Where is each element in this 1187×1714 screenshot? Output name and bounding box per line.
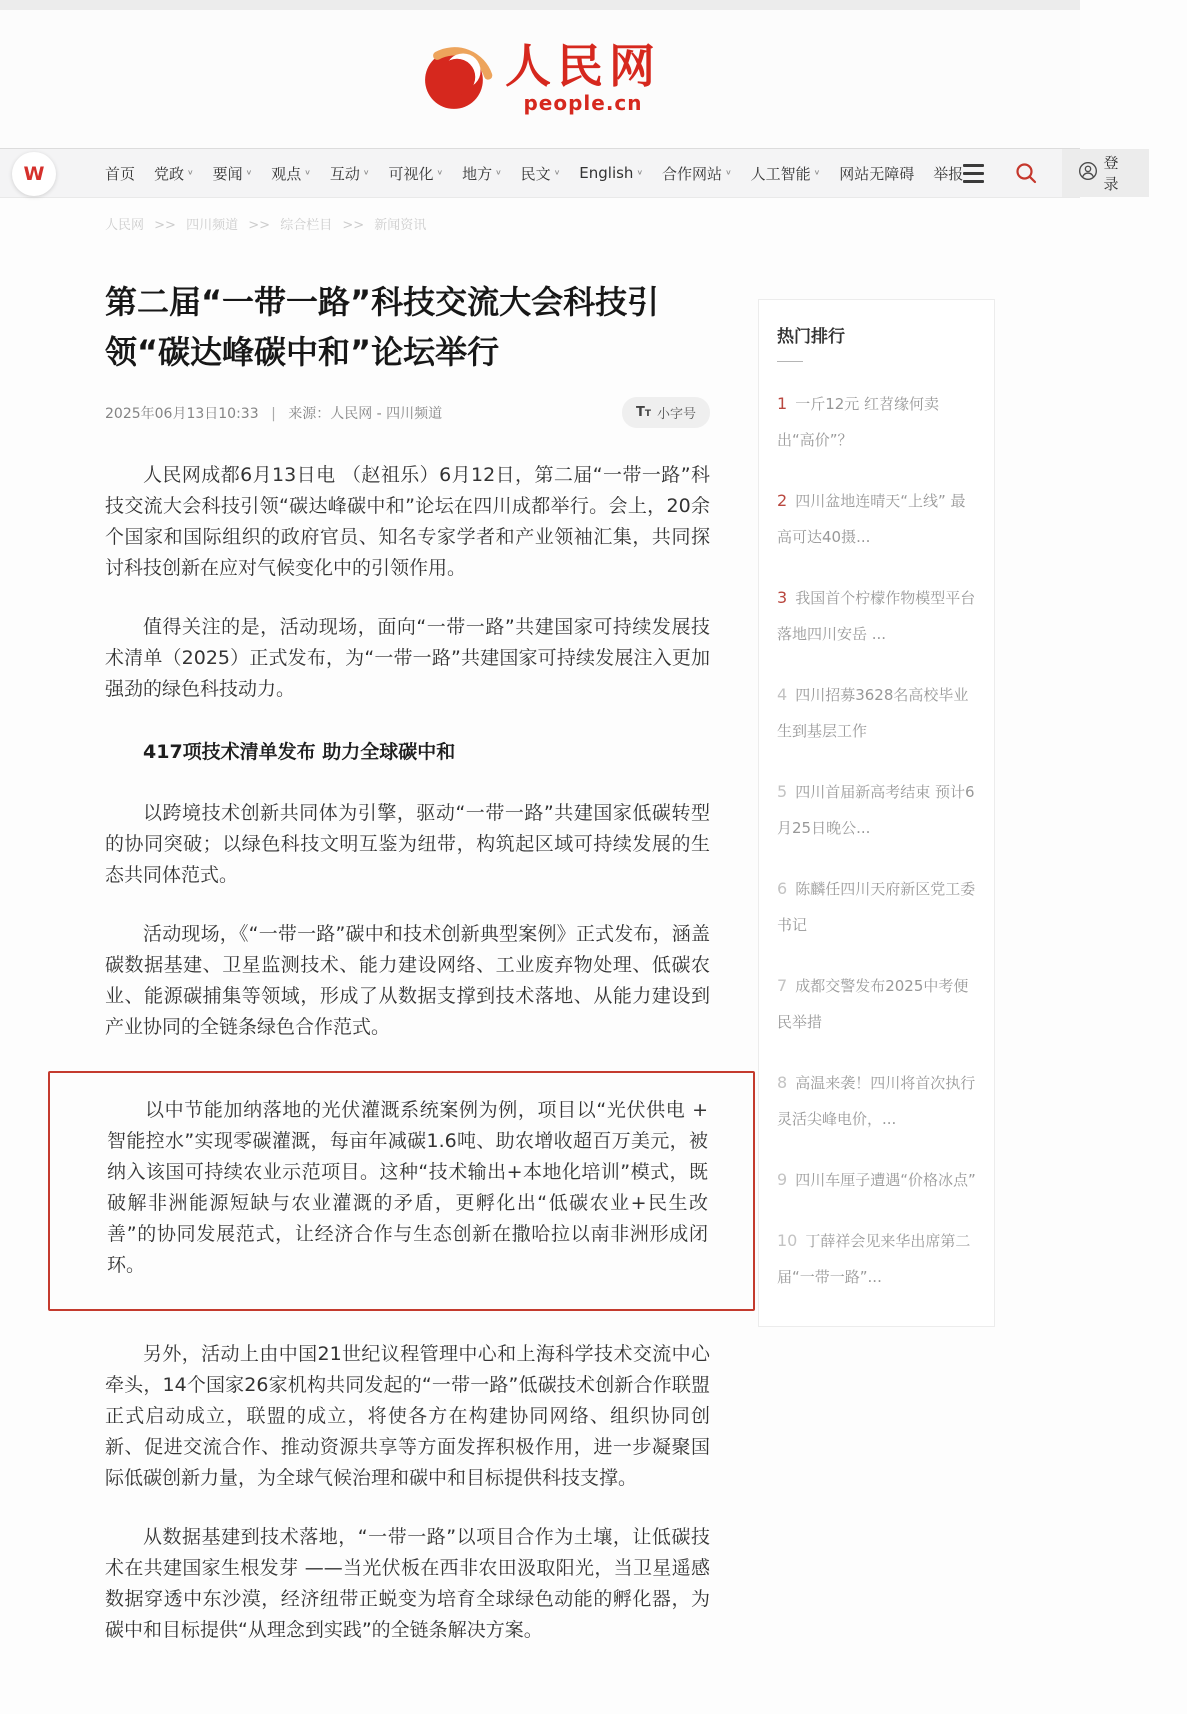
nav-item-guandian[interactable]: 观点 ∨ <box>271 164 311 183</box>
meta-separator: | <box>271 405 276 422</box>
w-badge[interactable] <box>12 152 56 196</box>
divider <box>777 361 803 362</box>
paragraph-4: 活动现场，《“一带一路”碳中和技术创新典型案例》正式发布，涵盖碳数据基建、卫星监测技术、能力建设网络、工业废弃物处理、低碳农业、能源碳捕集等领域，形成了从数据支撑到技术落地、从能力建设到产业协同的全链条绿色合作范式。 <box>105 923 710 1038</box>
chevron-down-icon: ∨ <box>362 169 370 177</box>
nav-item-yaowen[interactable]: 要闻 ∨ <box>212 164 253 183</box>
nav-item-minwen[interactable]: 民文 ∨ <box>520 164 561 183</box>
chevron-down-icon: ∨ <box>813 169 821 177</box>
section-subheading: 417项技术清单发布 助力全球碳中和 <box>143 741 456 763</box>
hot-ranking-title: 热门排行 <box>777 327 845 347</box>
paragraph-2: 值得关注的是，活动现场，面向“一带一路”共建国家可持续发展技术清单（2025）正式发布，为“一带一路”共建国家可持续发展注入更加强劲的绿色科技动力。 <box>105 616 710 700</box>
source-link[interactable]: 人民网 - 四川频道 <box>330 405 443 422</box>
red-annotation-box <box>48 1071 755 1311</box>
menu-icon[interactable] <box>963 164 984 183</box>
breadcrumb-separator: >> <box>248 218 271 233</box>
breadcrumb-link-sichuan[interactable]: 四川频道 <box>186 218 239 233</box>
chevron-down-icon: ∨ <box>495 169 502 177</box>
rank-number: 9 <box>777 1170 788 1189</box>
publish-time: 2025年06月13日10:33 <box>105 405 259 422</box>
breadcrumb-separator: >> <box>342 218 365 233</box>
article-meta <box>105 397 710 428</box>
top-nav <box>0 148 1119 198</box>
source-label: 来源： <box>288 405 331 422</box>
rank-number: 6 <box>777 879 788 898</box>
logo-cn-text: 人民网 <box>505 39 661 93</box>
chevron-down-icon: ∨ <box>245 169 253 177</box>
hot-item-5[interactable]: 5 四川首届新高考结束 预计6月25日晚公... <box>777 782 975 837</box>
rank-number: 5 <box>777 782 788 801</box>
rank-number: 1 <box>777 394 788 413</box>
site-header <box>0 10 1080 148</box>
rank-number: 4 <box>777 685 788 704</box>
w-badge-label: W <box>23 163 45 185</box>
nav-item-dangzheng[interactable]: 党政 ∨ <box>154 164 194 183</box>
nav-item-hezuowangzhan[interactable]: 合作网站 ∨ <box>662 164 732 183</box>
breadcrumb <box>105 214 1080 233</box>
breadcrumb-link-people[interactable]: 人民网 <box>105 218 145 233</box>
nav-list <box>105 163 963 184</box>
rank-number: 3 <box>777 588 788 607</box>
breadcrumb-link-xinwen[interactable]: 新闻资讯 <box>374 218 427 233</box>
rank-number: 2 <box>777 491 788 510</box>
hot-item-9[interactable]: 9 四川车厘子遭遇“价格冰点” <box>777 1170 976 1189</box>
nav-item-difang[interactable]: 地方 ∨ <box>462 164 502 183</box>
chevron-down-icon: ∨ <box>187 169 194 177</box>
chevron-down-icon: ∨ <box>725 169 732 177</box>
login-label: 登录 <box>1103 154 1119 193</box>
chevron-down-icon: ∨ <box>304 169 311 177</box>
nav-item-keshihua[interactable]: 可视化 ∨ <box>388 164 444 183</box>
breadcrumb-separator: >> <box>154 218 176 233</box>
paragraph-5: 另外，活动上由中国21世纪议程管理中心和上海科学技术交流中心牵头，14个国家26家机构共同发起的“一带一路”低碳技术创新合作联盟正式启动成立，联盟的成立，将使各方在构建协同网络、组织协同创新、促进交流合作、推动资源共享等方面发挥积极作用，进一步凝聚国际低碳创新力量，为全球气候治理和碳中和目标提供科技支撑。 <box>105 1343 710 1489</box>
login-button[interactable] <box>1062 149 1149 197</box>
paragraph-6: 从数据基建到技术落地，“一带一路”以项目合作为土壤，让低碳技术在共建国家生根发芽 ——当光伏板在西非农田汲取阳光，当卫星遥感数据穿透中东沙漠，经济纽带正蜕变为培育全球绿色动能的孵化器，为碳中和目标提供“从理念到实践”的全链条解决方案。 <box>105 1526 710 1641</box>
hot-ranking-list <box>777 386 976 1295</box>
logo-en-text: people.cn <box>523 91 643 115</box>
people-swirl-icon <box>419 39 495 119</box>
chevron-down-icon: ∨ <box>436 169 444 177</box>
nav-item-rengongzhineng[interactable]: 人工智能 ∨ <box>750 164 821 183</box>
nav-item-hudong[interactable]: 互动 ∨ <box>329 164 370 183</box>
hot-item-8[interactable]: 8 高温来袭！四川将首次执行灵活尖峰电价，... <box>777 1073 976 1128</box>
font-size-icon: TT <box>635 405 651 420</box>
hot-item-10[interactable]: 10 丁薛祥会见来华出席第二届“一带一路”... <box>777 1231 971 1286</box>
user-icon <box>1078 161 1098 185</box>
font-size-label: 小字号 <box>656 407 696 422</box>
font-size-button[interactable] <box>622 397 710 428</box>
top-strip <box>0 0 1080 10</box>
hot-item-3[interactable]: 3 我国首个柠檬作物模型平台落地四川安岳 ... <box>777 588 976 643</box>
nav-item-english[interactable]: English ∨ <box>579 164 644 182</box>
chevron-down-icon: ∨ <box>553 169 561 177</box>
hot-item-6[interactable]: 6 陈麟任四川天府新区党工委书记 <box>777 879 976 934</box>
nav-item-jubao[interactable]: 举报 <box>933 164 964 183</box>
breadcrumb-link-zonghe[interactable]: 综合栏目 <box>280 218 333 233</box>
article <box>105 233 710 1674</box>
paragraph-1: 人民网成都6月13日电 （赵祖乐）6月12日，第二届“一带一路”科技交流大会科技引领“碳达峰碳中和”论坛在四川成都举行。会上，20余个国家和国际组织的政府官员、知名专家学者和产业领袖汇集，共同探讨科技创新在应对气候变化中的引领作用。 <box>105 464 710 579</box>
page-title: 第二届“一带一路”科技交流大会科技引领“碳达峰碳中和”论坛举行 <box>105 283 660 371</box>
paragraph-3: 以跨境技术创新共同体为引擎，驱动“一带一路”共建国家低碳转型的协同突破；以绿色科技文明互鉴为纽带，构筑起区域可持续发展的生态共同体范式。 <box>105 802 710 886</box>
hot-item-7[interactable]: 7 成都交警发布2025中考便民举措 <box>777 976 969 1031</box>
rank-number: 8 <box>777 1073 788 1092</box>
nav-right <box>963 149 1187 197</box>
search-icon[interactable] <box>1014 161 1038 185</box>
hot-ranking-panel <box>758 299 995 1327</box>
nav-item-home[interactable]: 首页 <box>105 164 136 183</box>
hot-item-4[interactable]: 4 四川招募3628名高校毕业生到基层工作 <box>777 685 969 740</box>
rank-number: 7 <box>777 976 788 995</box>
chevron-down-icon: ∨ <box>636 169 644 177</box>
highlighted-paragraph: 以中节能加纳落地的光伏灌溉系统案例为例，项目以“光伏供电 + 智能控水”实现零碳灌溉，每亩年减碳1.6吨、助农增收超百万美元，被纳入该国可持续农业示范项目。这种“技术输出+本地化培训”模式，既破解非洲能源短缺与农业灌溉的矛盾，更孵化出“低碳农业+民生改善”的协同发展范式，让经济合作与生态创新在撒哈拉以南非洲形成闭环。 <box>107 1099 708 1276</box>
logo-text <box>505 39 661 115</box>
content <box>0 233 1080 1714</box>
rank-number: 10 <box>777 1231 798 1250</box>
people-cn-logo[interactable] <box>419 39 661 119</box>
nav-item-wuzhangai[interactable]: 网站无障碍 <box>839 164 915 183</box>
hot-item-1[interactable]: 1 一斤12元 红苕缘何卖出“高价”？ <box>777 394 940 449</box>
meta-left <box>105 403 442 423</box>
hot-item-2[interactable]: 2 四川盆地连晴天“上线” 最高可达40摄... <box>777 491 966 546</box>
